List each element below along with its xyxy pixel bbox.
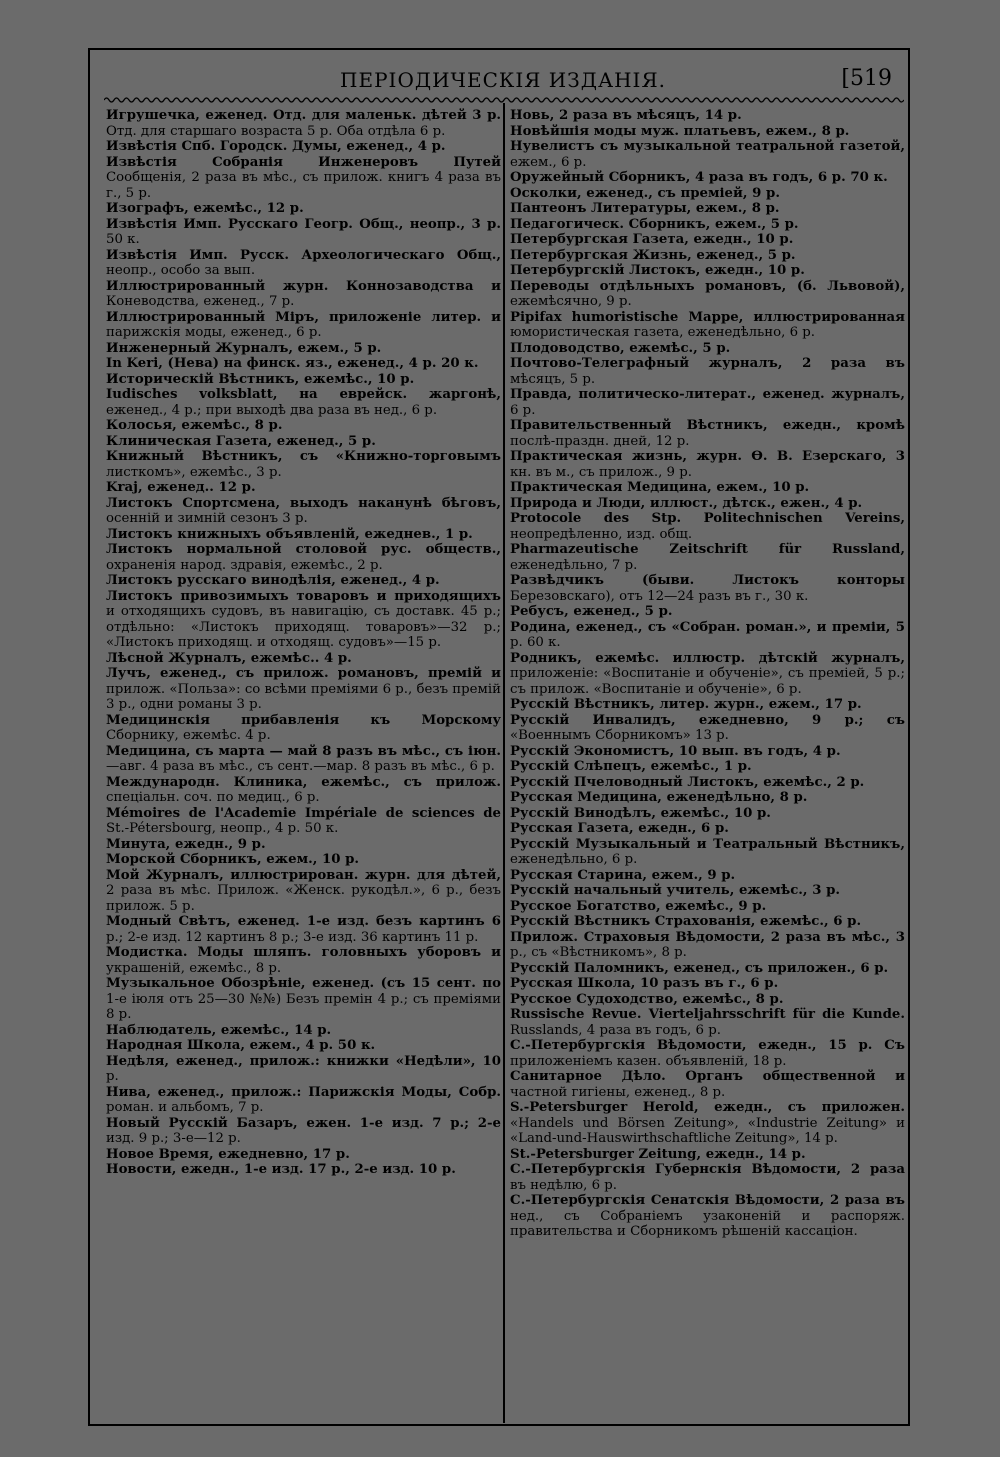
list-item: Осколки, еженед., съ преміей, 9 р. (510, 185, 780, 201)
list-item: Плодоводство, ежемѣс., 5 р. (510, 340, 731, 356)
list-item: Новѣйшія моды муж. платьевъ, ежем., 8 р. (510, 123, 850, 139)
list-item: Русская Школа, 10 разъ въ г., 6 р. (510, 976, 779, 991)
list-item: Листокъ Спортсмена, выходъ наканунѣ бѣговъ, осенній и зимній сезонъ 3 р. (106, 495, 501, 526)
list-item: Русская Медицина, еженедѣльно, 8 р. (510, 790, 808, 805)
list-item: Iudisches volksblatt, на еврейск. жаргонѣ, еженед., 4 р.; при выходѣ два раза въ нед., 6 р. (106, 387, 501, 418)
list-item: Листокъ книжныхъ объявленій, ежеднев., 1 р. (106, 526, 473, 542)
list-item: Русская Старина, ежем., 9 р. (510, 867, 736, 883)
list-item: Русскій Музыкальный и Театральный Вѣстникъ, еженедѣльно, 6 р. (510, 836, 905, 867)
list-item: Русскій Пчеловодный Листокъ, ежемѣс., 2 р. (510, 774, 865, 790)
list-item: Листокъ русскаго винодѣлія, еженед., 4 р. (106, 573, 440, 588)
list-item: Русскій Инвалидъ, ежедневно, 9 р.; съ «Военнымъ Сборникомъ» 13 р. (510, 712, 905, 743)
list-item: Листокъ привозимыхъ товаровъ и приходящихъ и отходящихъ судовъ, въ навигацію, съ доставк. 45 р.; отдѣльно: «Листокъ приходящ. товаровъ»—32 р.; «Листокъ приходящ. и отходящ. судовъ»—15 р. (106, 588, 501, 650)
list-item: Извѣстія Имп. Русск. Археологическаго Общ., неопр., особо за вып. (106, 247, 501, 278)
list-item: Музыкальное Обозрѣніе, еженед. (съ 15 сент. по 1-е іюля отъ 25—30 №№) Безъ премін 4 р.; съ преміями 8 р. (106, 976, 501, 1022)
list-item: Родина, еженед., съ «Собран. роман.», и преміи, 5 р. 60 к. (510, 619, 905, 650)
list-item: Protocole des Stp. Politechnischen Vereins, неопредѣленно, изд. общ. (510, 511, 905, 542)
list-item: Колосья, ежемѣс., 8 р. (106, 418, 283, 433)
list-item: Новое Время, ежедневно, 17 р. (106, 1146, 350, 1162)
list-item: Почтово-Телеграфный журналъ, 2 раза въ мѣсяцъ, 5 р. (510, 356, 905, 387)
page-number: [519 (841, 66, 892, 91)
list-item: С.-Петербургскія Губернскія Вѣдомости, 2 раза въ недѣлю, 6 р. (510, 1162, 905, 1193)
list-item: Педагогическ. Сборникъ, ежем., 5 р. (510, 216, 799, 232)
list-item: Родникъ, ежемѣс. иллюстр. дѣтскій журналъ, приложеніе: «Воспитаніе и обученіе», съ преміей, 5 р.; съ прилож. «Воспитаніе и обученіе», 6 р. (510, 650, 905, 697)
list-item: Новь, 2 раза въ мѣсяцъ, 14 р. (510, 108, 742, 123)
list-item: Pharmazeutische Zeitschrift für Russland, еженедѣльно, 7 р. (510, 542, 905, 573)
list-item: Книжный Вѣстникъ, съ «Книжно-торговымъ листкомъ», ежемѣс., 3 р. (106, 449, 501, 480)
list-item: Ребусъ, еженед., 5 р. (510, 604, 673, 619)
list-item: Русское Судоходство, ежемѣс., 8 р. (510, 991, 784, 1007)
list-item: Модный Свѣтъ, еженед. 1-е изд. безъ картинъ 6 р.; 2-е изд. 12 картинъ 8 р.; 3-е изд. 36 картинъ 11 р. (106, 914, 501, 945)
list-item: Практическая Медицина, ежем., 10 р. (510, 480, 810, 495)
list-item: Русскій Слѣпецъ, ежемѣс., 1 р. (510, 759, 752, 774)
list-item: Pipifax humoristische Mappe, иллюстрированная юмористическая газета, еженедѣльно, 6 р. (510, 309, 905, 340)
list-item: Kraj, еженед.. 12 р. (106, 480, 256, 495)
list-item: Петербургская Жизнь, еженед., 5 р. (510, 247, 796, 263)
right-column (510, 108, 905, 1418)
list-item: Народная Школа, ежем., 4 р. 50 к. (106, 1038, 376, 1053)
list-item: Международн. Клиника, ежемѣс., съ прилож. спеціальн. соч. по медиц., 6 р. (106, 774, 501, 805)
list-item: Русскій Паломникъ, еженед., съ приложен., 6 р. (510, 960, 889, 976)
list-item: Медицина, съ марта — май 8 разъ въ мѣс., съ іюн.—авг. 4 раза въ мѣс., съ сент.—мар. 8 разъ въ мѣс., 6 р. (106, 743, 501, 774)
list-item: Природа и Люди, иллюст., дѣтск., ежен., 4 р. (510, 495, 863, 511)
list-item: Клиническая Газета, еженед., 5 р. (106, 433, 376, 449)
column-divider (503, 103, 505, 1423)
list-item: Изографъ, ежемѣс., 12 р. (106, 201, 304, 216)
list-item: Лѣсной Журналъ, ежемѣс.. 4 р. (106, 650, 352, 666)
list-item: Игрушечка, еженед. Отд. для маленьк. дѣтей 3 р. Отд. для старшаго возраста 5 р. Оба отдѣла 6 р. (106, 108, 501, 139)
list-item: Русскій Винодѣлъ, ежемѣс., 10 р. (510, 805, 771, 821)
list-item: Модистка. Моды шляпъ. головныхъ уборовъ и украшеній, ежемѣс., 8 р. (106, 945, 501, 976)
list-item: Русскій начальный учитель, ежемѣс., 3 р. (510, 883, 841, 898)
list-item: Извѣстія Собранія Инженеровъ Путей Сообщенія, 2 раза въ мѣс., съ прилож. книгъ 4 раза въ г., 5 р. (106, 154, 501, 201)
list-item: Русское Богатство, ежемѣс., 9 р. (510, 898, 767, 914)
list-item: S.-Petersburger Herold, ежедн., съ приложен. «Handels und Börsen Zeitung», «Industrie Zeitung» и «Land-und-Hauswirthschaftliche Zeitung», 14 р. (510, 1100, 905, 1146)
list-item: Петербургскій Листокъ, ежедн., 10 р. (510, 263, 805, 278)
list-item: Листокъ нормальной столовой рус. обществ., охраненія народ. здравія, ежемѣс., 2 р. (106, 542, 501, 573)
list-item: Russische Revue. Vierteljahrsschrift für die Kunde. Russlands, 4 раза въ годъ, 6 р. (510, 1007, 905, 1038)
list-item: Иллюстрированный Міръ, приложеніе литер. и парижскія моды, еженед., 6 р. (106, 309, 501, 340)
list-item: Недѣля, еженед., прилож.: книжки «Недѣли», 10 р. (106, 1053, 501, 1084)
list-item: Инженерный Журналъ, ежем., 5 р. (106, 340, 382, 356)
list-item: Русскій Вѣстникъ, литер. журн., ежем., 17 р. (510, 697, 862, 712)
list-item: In Keri, (Нева) на финск. яз., еженед., 4 р. 20 к. (106, 356, 479, 371)
list-item: St.-Petersburger Zeitung, ежедн., 14 р. (510, 1146, 806, 1162)
list-item: Нива, еженед., прилож.: Парижскія Моды, Собр. роман. и альбомъ, 7 р. (106, 1084, 501, 1115)
list-item: Мой Журналъ, иллюстрирован. журн. для дѣтей, 2 раза въ мѣс. Прилож. «Женск. рукодѣл.», 6 р., безъ прилож. 5 р. (106, 867, 501, 914)
list-item: Правда, политическо-литерат., еженед. журналъ, 6 р. (510, 387, 905, 418)
list-item: Прилож. Страховыя Вѣдомости, 2 раза въ мѣс., 3 р., съ «Вѣстникомъ», 8 р. (510, 929, 905, 960)
list-item: Медицинскія прибавленія къ Морскому Сборнику, ежемѣс. 4 р. (106, 712, 501, 743)
list-item: Русскій Экономистъ, 10 вып. въ годъ, 4 р. (510, 743, 841, 759)
left-column (106, 108, 501, 1418)
list-item: Иллюстрированный журн. Коннозаводства и Коневодства, еженед., 7 р. (106, 278, 501, 309)
list-item: Извѣстія Спб. Городск. Думы, еженед., 4 р. (106, 139, 446, 154)
page-title: ПЕРІОДИЧЕСКІЯ ИЗДАНІЯ. (340, 68, 666, 92)
list-item: Переводы отдѣльныхъ романовъ, (б. Львовой), ежемѣсячно, 9 р. (510, 278, 905, 309)
list-item: Лучъ, еженед., съ прилож. романовъ, премій и прилож. «Польза»: со всѣми преміями 6 р., безъ премій 3 р., одни романы 3 р. (106, 666, 501, 712)
list-item: Русская Газета, ежедн., 6 р. (510, 821, 729, 836)
list-item: С.-Петербургскія Вѣдомости, ежедн., 15 р. Съ приложеніемъ казен. объявленій, 18 р. (510, 1038, 905, 1069)
list-item: Mémoires de l'Academie Impériale de sciences de St.-Pétersbourg, неопр., 4 р. 50 к. (106, 805, 501, 836)
list-item: Правительственный Вѣстникъ, ежедн., кромѣ послѣ-праздн. дней, 12 р. (510, 418, 905, 449)
list-item: С.-Петербургскія Сенатскія Вѣдомости, 2 раза въ нед., съ Собраніемъ узаконеній и распоряж. правительства и Сборникомъ рѣшеній кассаціон. (510, 1193, 905, 1239)
list-item: Нувелистъ съ музыкальной театральной газетой, ежем., 6 р. (510, 139, 905, 170)
list-item: Практическая жизнь, журн. Ѳ. В. Езерскаго, 3 кн. въ м., съ прилож., 9 р. (510, 449, 905, 480)
list-item: Новый Русскій Базаръ, ежен. 1-е изд. 7 р.; 2-е изд. 9 р.; 3-е—12 р. (106, 1115, 501, 1146)
list-item: Русскій Вѣстникъ Страхованія, ежемѣс., 6 р. (510, 914, 862, 929)
list-item: Петербургская Газета, ежедн., 10 р. (510, 232, 794, 247)
list-item: Оружейный Сборникъ, 4 раза въ годъ, 6 р. 70 к. (510, 170, 888, 185)
list-item: Развѣдчикъ (быви. Листокъ конторы Березовскаго), отъ 12—24 разъ въ г., 30 к. (510, 573, 905, 604)
list-item: Историческій Вѣстникъ, ежемѣс., 10 р. (106, 371, 415, 387)
list-item: Санитарное Дѣло. Органъ общественной и частной гигіены, еженед., 8 р. (510, 1069, 905, 1100)
list-item: Морской Сборникъ, ежем., 10 р. (106, 852, 360, 867)
list-item: Наблюдатель, ежемѣс., 14 р. (106, 1022, 332, 1038)
page-header (108, 62, 898, 98)
list-item: Минута, ежедн., 9 р. (106, 836, 266, 852)
list-item: Новости, ежедн., 1-е изд. 17 р., 2-е изд. 10 р. (106, 1162, 456, 1177)
list-item: Извѣстія Имп. Русскаго Геогр. Общ., неопр., 3 р. 50 к. (106, 216, 501, 247)
list-item: Пантеонъ Литературы, ежем., 8 р. (510, 201, 780, 216)
